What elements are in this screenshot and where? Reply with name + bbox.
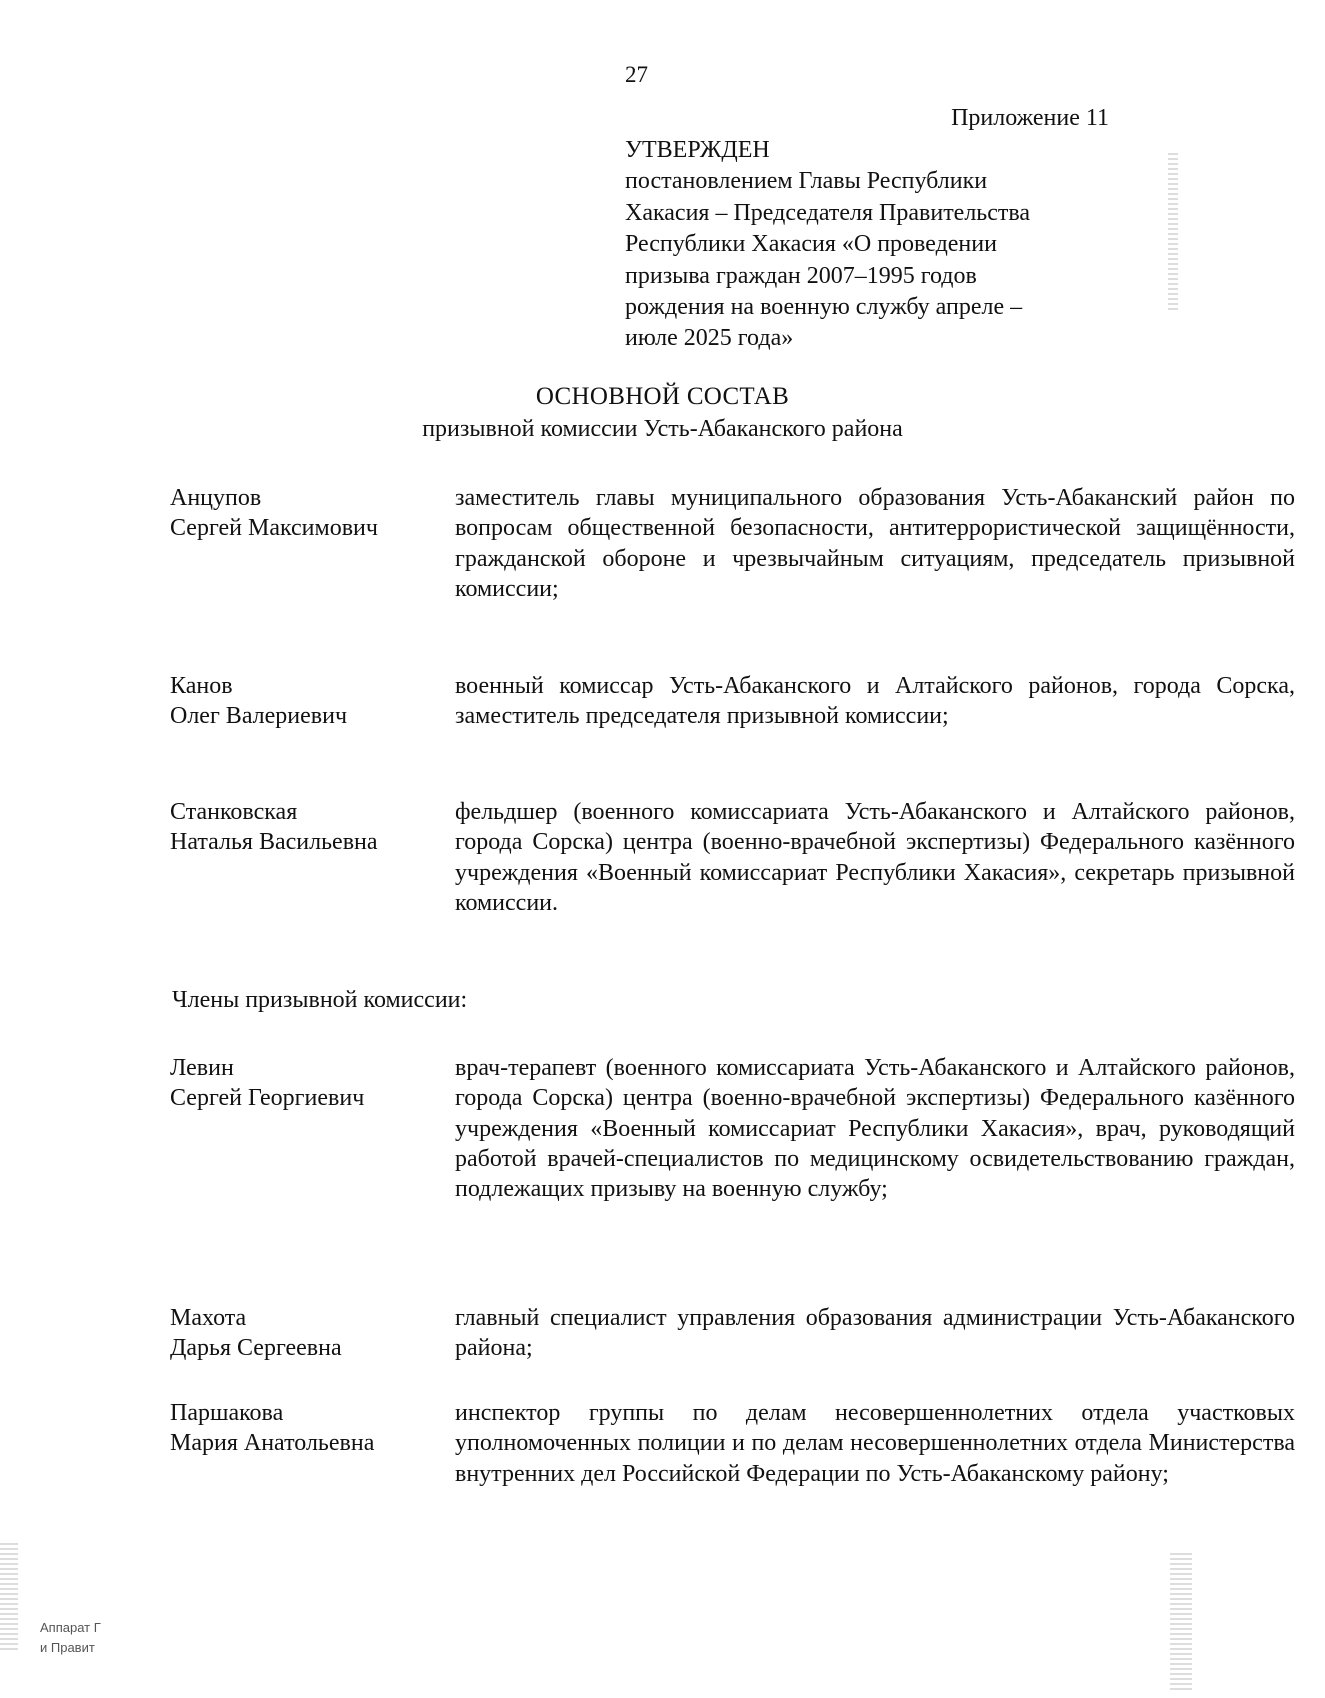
- approval-line: призыва граждан 2007–1995 годов: [625, 262, 977, 289]
- person-surname: Левин: [170, 1055, 234, 1081]
- person-surname: Махота: [170, 1305, 247, 1331]
- approval-line: Хакасия – Председателя Правительства: [625, 199, 1031, 226]
- person-name: [170, 797, 450, 858]
- person-role: военный комиссар Усть-Абаканского и Алтайского районов, города Сорска, заместитель председателя призывной комиссии;: [455, 673, 1295, 730]
- approval-line: рождения на военную службу апреле –: [625, 294, 1023, 321]
- person-role: фельдшер (военного комиссариата Усть-Абаканского и Алтайского районов, города Сорска) центра (военно-врачебной экспертизы) Федерального казённого учреждения «Военный комиссариат Республики Хакасия», секретарь призывной комиссии.: [455, 799, 1295, 916]
- approval-line: постановлением Главы Республики: [625, 168, 988, 195]
- stamp-fragment: Аппарат Г: [40, 1620, 101, 1635]
- approval-block: [625, 135, 1085, 355]
- person-name: [170, 1053, 450, 1114]
- person-given-name: Сергей Георгиевич: [170, 1085, 365, 1112]
- stamp-fragment: и Правит: [40, 1640, 95, 1655]
- person-given-name: Олег Валериевич: [170, 703, 348, 730]
- approval-heading: УТВЕРЖДЕН: [625, 137, 770, 163]
- person-role: заместитель главы муниципального образования Усть-Абаканский район по вопросам общественной безопасности, антитеррористической защищённости, гражданской обороне и чрезвычайным ситуациям, председатель призывной комиссии;: [455, 485, 1295, 602]
- person-given-name: Наталья Васильевна: [170, 829, 378, 856]
- person-surname: Паршакова: [170, 1400, 284, 1426]
- scan-edge-noise: [1168, 150, 1178, 310]
- person-name: [170, 1303, 450, 1364]
- appendix-label: Приложение 11: [951, 105, 1109, 131]
- person-name: [170, 1398, 450, 1459]
- person-role: главный специалист управления образования администрации Усть-Абаканского района;: [455, 1305, 1295, 1362]
- person-name: [170, 483, 450, 544]
- scan-edge-noise: [0, 1540, 18, 1650]
- person-given-name: Дарья Сергеевна: [170, 1335, 342, 1362]
- person-name: [170, 671, 450, 732]
- person-given-name: Мария Анатольевна: [170, 1430, 375, 1457]
- approval-line: Республики Хакасия «О проведении: [625, 231, 997, 258]
- members-heading: Члены призывной комиссии:: [172, 987, 468, 1013]
- person-given-name: Сергей Максимович: [170, 515, 378, 542]
- document-title: ОСНОВНОЙ СОСТАВ: [535, 383, 790, 410]
- scan-edge-noise: [1170, 1550, 1192, 1690]
- person-surname: Канов: [170, 673, 233, 699]
- approval-line: июле 2025 года»: [625, 325, 794, 352]
- person-role: врач-терапевт (военного комиссариата Усть-Абаканского и Алтайского районов, города Сорска) центра (военно-врачебной экспертизы) Федерального казённого учреждения «Военный комиссариат Республики Хакасия», врач, руководящий работой врачей-специалистов по медицинскому освидетельствованию граждан, подлежащих призыву на военную службу;: [455, 1055, 1295, 1203]
- page-number: 27: [625, 62, 648, 87]
- document-subtitle: призывной комиссии Усть-Абаканского района: [422, 416, 903, 442]
- person-surname: Анцупов: [170, 485, 262, 511]
- person-role: инспектор группы по делам несовершеннолетних отдела участковых уполномоченных полиции и по делам несовершеннолетних отдела Министерства внутренних дел Российской Федерации по Усть-Абаканскому району;: [455, 1400, 1295, 1487]
- person-surname: Станковская: [170, 799, 298, 825]
